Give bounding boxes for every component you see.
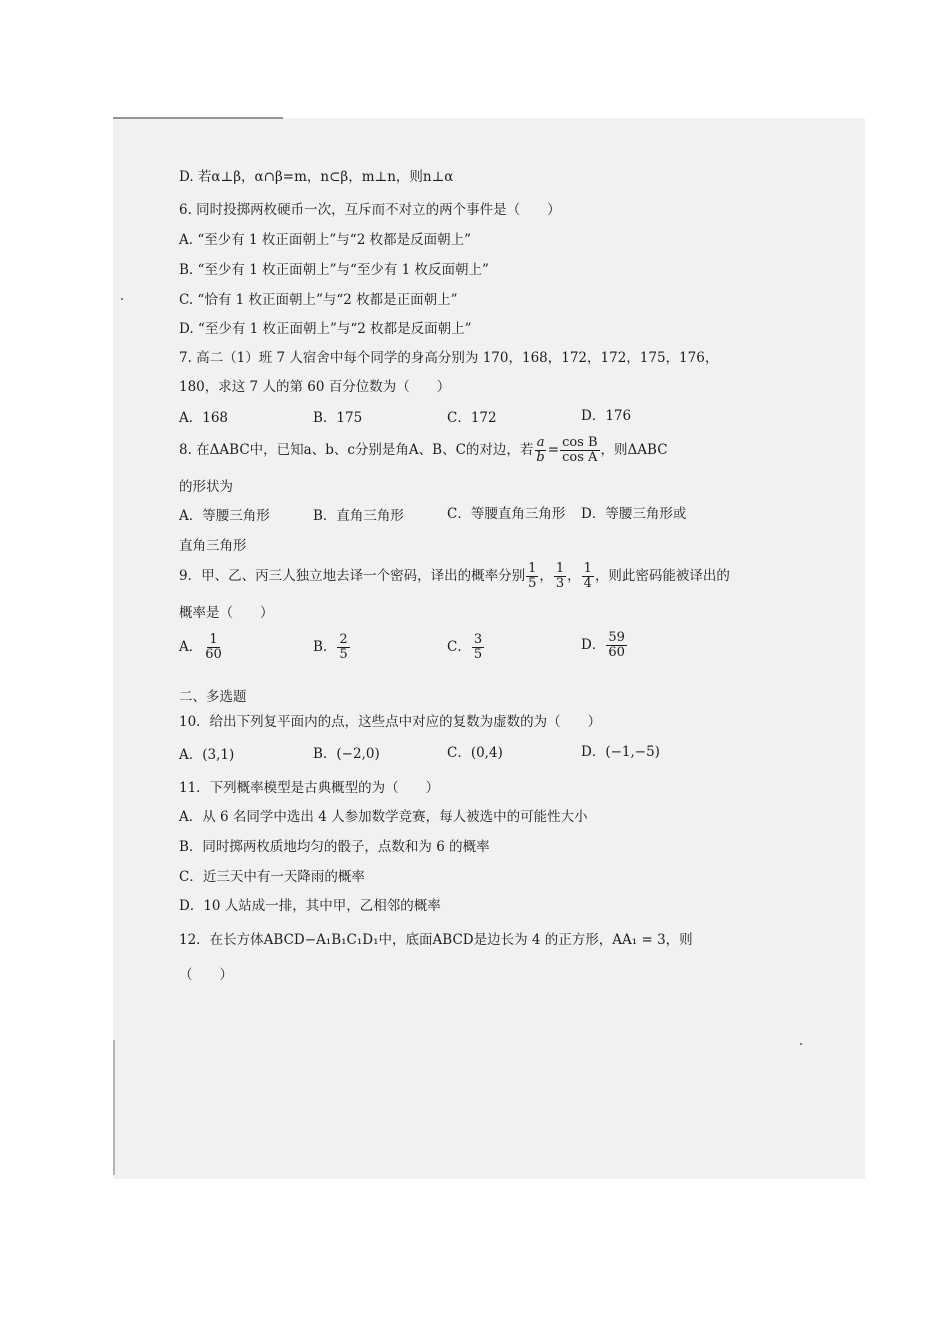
q7-stem-line2: 180，求这 7 人的第 60 百分位数为（ ） [179,379,451,395]
q9-option-b-fraction [337,633,349,662]
q6-option-a: A. “至少有 1 枚正面朝上”与“2 枚都是反面朝上” [179,232,471,248]
q9-b-den: 5 [339,647,348,662]
q8-option-d: D．等腰三角形或 [581,506,687,522]
q8-stem [179,430,668,470]
scan-left-edge [113,1040,115,1175]
q9-option-c-fraction [472,633,484,662]
q9-f1-num: 1 [528,561,537,576]
q9-option-a-fraction [203,633,224,662]
q9-a-num: 1 [209,632,218,647]
q9-comma: ， [567,568,581,584]
q11-option-d: D．10 人站成一排，其中甲，乙相邻的概率 [179,898,441,914]
q9-f2-den: 3 [555,576,565,591]
q8-stem-pre: 8. 在ΔABC中，已知a、b、c分别是角A、B、C的对边，若 [179,442,534,458]
q6-option-c: C. “恰有 1 枚正面朝上”与“2 枚都是正面朝上” [179,292,458,308]
q9-f3-num: 1 [583,561,592,576]
q9-f2-num: 1 [555,561,565,576]
q10-option-c: C．(0,4) [447,745,503,761]
q8-fraction-a-b [534,436,546,465]
q9-comma: ， [539,568,553,584]
q9-option-d-label: D． [581,637,606,653]
q9-option-b-label: B． [313,639,337,655]
q11-option-a: A．从 6 名同学中选出 4 人参加数学竞赛，每人被选中的可能性大小 [179,809,588,825]
q9-stem-line2: 概率是（ ） [179,605,274,621]
q8-frac1-num: a [536,435,545,450]
q7-option-a: A．168 [179,410,229,426]
q11-stem: 11．下列概率模型是古典概型的为（ ） [179,780,440,796]
q7-option-c: C．172 [447,410,497,426]
q8-equals: = [547,442,560,458]
q10-option-d: D．(−1,−5) [581,744,660,760]
q7-option-d: D．176 [581,408,632,424]
q8-option-a: A．等腰三角形 [179,508,270,524]
q8-stem-post: ，则ΔABC [600,442,668,458]
q9-stem [179,556,730,596]
q11-option-c: C．近三天中有一天降雨的概率 [179,869,365,885]
q9-c-num: 3 [473,632,483,647]
q8-fraction-cos [560,436,599,465]
q8-frac1-den: b [536,450,545,465]
q7-option-b: B．175 [313,410,363,426]
q9-option-a-label: A． [179,639,203,655]
scan-speck [800,1043,802,1045]
q8-stem-line2: 的形状为 [179,479,233,495]
q8-frac2-num: cos B [562,435,598,450]
q12-stem: 12．在长方体ABCD−A₁B₁C₁D₁中，底面ABCD是边长为 4 的正方形，AA₁ = 3，则 [179,932,693,948]
scan-top-edge [113,117,283,119]
q10-option-a: A．(3,1) [179,747,235,763]
q9-f1-den: 5 [528,576,537,591]
q9-option-d [581,625,628,665]
q9-option-c-label: C． [447,639,471,655]
q6-option-d: D. “至少有 1 枚正面朝上”与“2 枚都是反面朝上” [179,321,472,337]
q9-fraction-1-4 [582,562,594,591]
q9-c-den: 5 [473,647,483,662]
q7-stem-line1: 7. 高二（1）班 7 人宿舍中每个同学的身高分别为 170，168，172，172，175，176， [179,350,719,366]
q9-stem-pre: 9．甲、乙、丙三人独立地去译一个密码，译出的概率分别 [179,568,526,584]
q8-frac2-den: cos A [562,450,598,465]
q9-a-den: 60 [205,647,222,662]
q9-option-c [447,627,485,667]
q11-option-b: B．同时掷两枚质地均匀的骰子，点数和为 6 的概率 [179,839,490,855]
q10-option-b: B．(−2,0) [313,746,380,762]
q9-fraction-1-5 [526,562,538,591]
q6-stem: 6. 同时投掷两枚硬币一次，互斥而不对立的两个事件是（ ） [179,202,561,218]
scan-speck [121,298,123,300]
q9-b-num: 2 [339,632,348,647]
q9-option-b [313,627,351,667]
q9-f3-den: 4 [583,576,592,591]
q9-stem-post: ，则此密码能被译出的 [594,568,730,584]
q9-option-a [179,627,225,667]
q9-d-num: 59 [608,630,625,645]
q8-option-d-cont: 直角三角形 [179,538,247,554]
q5-option-d: D. 若α⊥β，α∩β=m，n⊂β，m⊥n，则n⊥α [179,169,454,185]
q12-stem-line2: （ ） [179,967,233,983]
q8-option-c: C．等腰直角三角形 [447,506,566,522]
q9-d-den: 60 [608,645,625,660]
q10-stem: 10．给出下列复平面内的点，这些点中对应的复数为虚数的为（ ） [179,714,602,730]
q6-option-b: B. “至少有 1 枚正面朝上”与“至少有 1 枚反面朝上” [179,262,489,278]
q9-fraction-1-3 [554,562,566,591]
section-heading: 二、多选题 [179,689,247,705]
q8-option-b: B．直角三角形 [313,508,404,524]
q9-option-d-fraction [606,631,627,660]
